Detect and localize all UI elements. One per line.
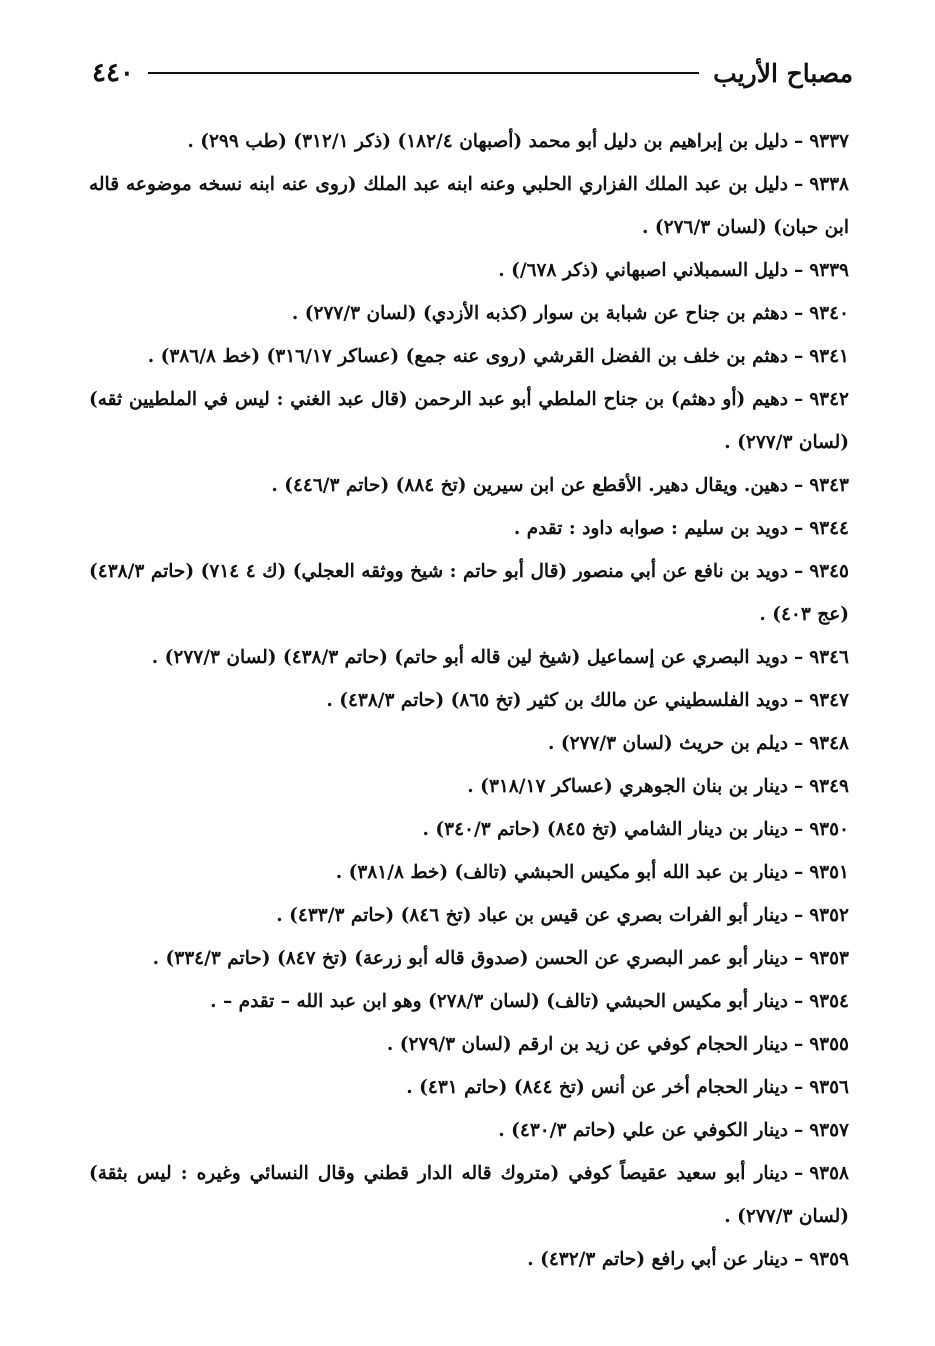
entry-dash: –	[794, 1163, 804, 1184]
entry-number: ٩٣٤١	[809, 346, 849, 367]
entry-number: ٩٣٤٩	[809, 776, 849, 797]
entry-text: دليل السمبلاني اصبهاني (ذكر ٦٧٨/) .	[498, 260, 788, 281]
entry-item	[89, 335, 849, 378]
entry-dash: –	[794, 1077, 804, 1098]
entry-item	[89, 1152, 849, 1238]
entry-item	[89, 808, 849, 851]
entry-item	[89, 636, 849, 679]
entry-text: دينار بن بنان الجوهري (عساكر ٣١٨/١٧) .	[467, 776, 788, 797]
entry-dash: –	[794, 303, 804, 324]
entry-item	[89, 765, 849, 808]
entry-number: ٩٣٥٣	[809, 948, 849, 969]
entry-text: دينار بن دينار الشامي (تخ ٨٤٥) (حاتم ٣٤٠/٣) .	[422, 819, 788, 840]
entry-text: ديلم بن حريث (لسان ٢٧٧/٣) .	[547, 733, 788, 754]
entry-text: دهين. ويقال دهير. الأقطع عن ابن سيرين (تخ ٨٨٤) (حاتم ٤٤٦/٣) .	[271, 475, 788, 496]
entry-number: ٩٣٤٧	[809, 690, 849, 711]
entry-text: دهثم بن جناح عن شبابة بن سوار (كذبه الأزدي) (لسان ٢٧٧/٣) .	[291, 303, 788, 324]
entry-item	[89, 894, 849, 937]
entry-dash: –	[794, 862, 804, 883]
entry-dash: –	[794, 733, 804, 754]
entry-text: دهثم بن خلف بن الفضل القرشي (روى عنه جمع) (عساكر ٣١٦/١٧) (خط ٣٨٦/٨) .	[147, 346, 788, 367]
entry-item	[89, 163, 849, 249]
entry-number: ٩٣٤٢	[809, 389, 849, 410]
entry-text: دينار أبو مكيس الحبشي (تالف) (لسان ٢٧٨/٣) وهو ابن عبد الله – تقدم – .	[210, 991, 788, 1012]
entry-text: دويد بن سليم : صوابه داود : تقدم .	[513, 518, 788, 539]
entry-dash: –	[794, 948, 804, 969]
entry-item	[89, 1238, 849, 1281]
entry-dash: –	[794, 131, 804, 152]
entry-text: دهيم (أو دهثم) بن جناح الملطي أبو عبد الرحمن (قال عبد الغني : ليس في الملطيين ثقه) (لسان ٢٧٧/٣) .	[89, 389, 849, 453]
entry-item	[89, 1023, 849, 1066]
entry-number: ٩٣٥٧	[809, 1120, 849, 1141]
entry-text: دينار الحجام أخر عن أنس (تخ ٨٤٤) (حاتم ٤٣١) .	[406, 1077, 788, 1098]
entry-list	[89, 120, 849, 1281]
entry-number: ٩٣٥٢	[809, 905, 849, 926]
entry-item	[89, 722, 849, 765]
entry-item	[89, 937, 849, 980]
entry-text: دينار أبو سعيد عقيصاً كوفي (متروك قاله الدار قطني وقال النسائي وغيره : ليس بثقة) (لسان ٢٧٧/٣) .	[89, 1163, 849, 1227]
entry-number: ٩٣٤٦	[809, 647, 849, 668]
entry-dash: –	[794, 690, 804, 711]
entry-number: ٩٣٤٣	[809, 475, 849, 496]
entry-dash: –	[794, 518, 804, 539]
entry-number: ٩٣٣٩	[809, 260, 849, 281]
entry-text: دويد البصري عن إسماعيل (شيخ لين قاله أبو حاتم) (حاتم ٤٣٨/٣) (لسان ٢٧٧/٣) .	[151, 647, 788, 668]
entry-item	[89, 980, 849, 1023]
entry-text: دينار أبو الفرات بصري عن قيس بن عباد (تخ ٨٤٦) (حاتم ٤٣٣/٣) .	[276, 905, 788, 926]
entry-item	[89, 1066, 849, 1109]
entry-text: دينار الحجام كوفي عن زيد بن ارقم (لسان ٢٧٩/٣) .	[386, 1034, 788, 1055]
entry-number: ٩٣٥٩	[809, 1249, 849, 1270]
entry-dash: –	[794, 819, 804, 840]
entry-number: ٩٣٤٥	[809, 561, 849, 582]
entry-item	[89, 378, 849, 464]
entry-dash: –	[794, 475, 804, 496]
entry-text: دينار بن عبد الله أبو مكيس الحبشي (تالف) (خط ٣٨١/٨) .	[335, 862, 788, 883]
page-number: ٤٤٠	[92, 58, 134, 88]
entry-number: ٩٣٤٠	[809, 303, 849, 324]
entry-dash: –	[794, 561, 804, 582]
entry-number: ٩٣٥٤	[809, 991, 849, 1012]
entry-item	[89, 1109, 849, 1152]
entry-number: ٩٣٥١	[809, 862, 849, 883]
entry-dash: –	[794, 776, 804, 797]
entry-text: دويد بن نافع عن أبي منصور (قال أبو حاتم : شيخ ووثقه العجلي) (ك ٤ ٧١٤) (حاتم ٤٣٨/٣) (عج ٤٠٣) .	[89, 561, 849, 625]
entry-text: دليل بن إبراهيم بن دليل أبو محمد (أصبهان ١٨٢/٤) (ذكر ٣١٢/١) (طب ٢٩٩) .	[187, 131, 788, 152]
entry-text: دينار الكوفي عن علي (حاتم ٤٣٠/٣) .	[498, 1120, 788, 1141]
entry-number: ٩٣٥٦	[809, 1077, 849, 1098]
entry-item	[89, 679, 849, 722]
entry-item	[89, 851, 849, 894]
entry-dash: –	[794, 260, 804, 281]
running-head	[92, 56, 853, 90]
entry-dash: –	[794, 905, 804, 926]
header-rule	[148, 72, 699, 74]
entry-text: دليل بن عبد الملك الفزاري الحلبي وعنه ابنه عبد الملك (روى عنه ابنه نسخه موضوعه قاله ابن حبان) (لسان ٢٧٦/٣) .	[89, 174, 849, 238]
entry-text: دينار أبو عمر البصري عن الحسن (صدوق قاله أبو زرعة) (تخ ٨٤٧) (حاتم ٣٣٤/٣) .	[152, 948, 788, 969]
entry-item	[89, 550, 849, 636]
entry-number: ٩٣٤٤	[809, 518, 849, 539]
entry-number: ٩٣٥٠	[809, 819, 849, 840]
entry-number: ٩٣٤٨	[809, 733, 849, 754]
running-title: مصباح الأريب	[713, 58, 853, 88]
entry-dash: –	[794, 991, 804, 1012]
entry-item	[89, 507, 849, 550]
entry-dash: –	[794, 174, 804, 195]
entry-dash: –	[794, 1034, 804, 1055]
entry-dash: –	[794, 389, 804, 410]
entry-item	[89, 120, 849, 163]
entry-text: دينار عن أبي رافع (حاتم ٤٣٢/٣) .	[527, 1249, 788, 1270]
entry-number: ٩٣٥٨	[809, 1163, 849, 1184]
entry-dash: –	[794, 346, 804, 367]
entry-number: ٩٣٣٨	[809, 174, 849, 195]
entry-item	[89, 249, 849, 292]
entry-dash: –	[794, 647, 804, 668]
entry-dash: –	[794, 1120, 804, 1141]
entry-dash: –	[794, 1249, 804, 1270]
entry-item	[89, 292, 849, 335]
entry-number: ٩٣٥٥	[809, 1034, 849, 1055]
entry-number: ٩٣٣٧	[809, 131, 849, 152]
entry-item	[89, 464, 849, 507]
entry-text: دويد الفلسطيني عن مالك بن كثير (تخ ٨٦٥) (حاتم ٤٣٨/٣) .	[326, 690, 788, 711]
